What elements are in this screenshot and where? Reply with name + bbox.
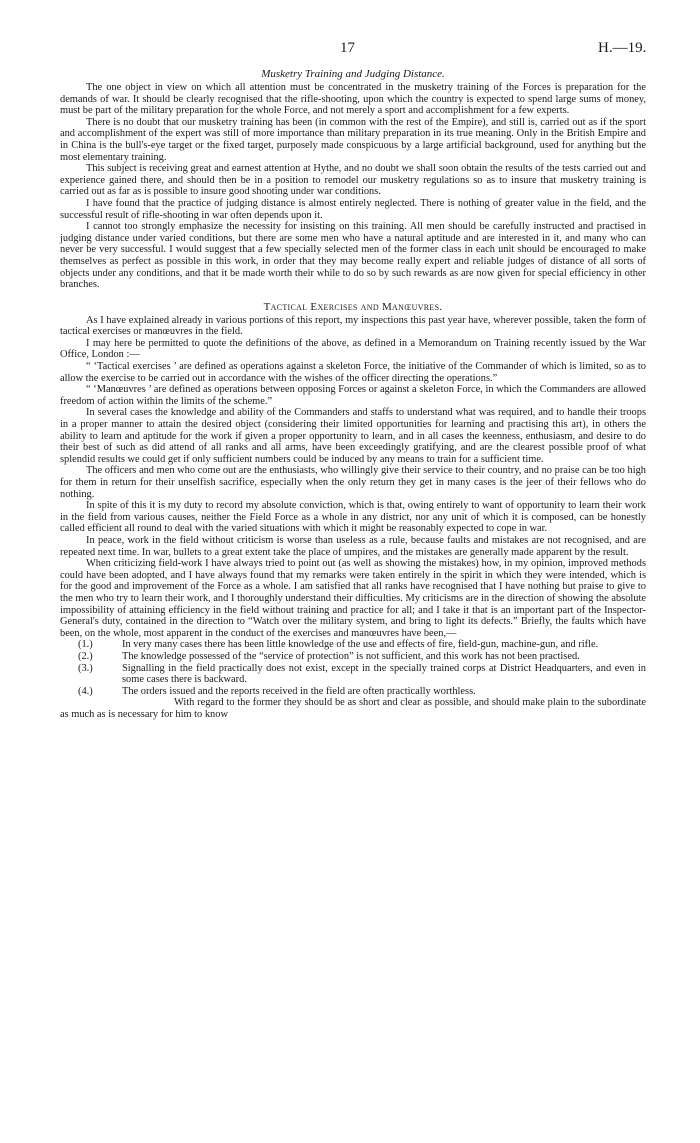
list-item-number: (3.) (78, 662, 93, 674)
musketry-paragraph: This subject is receiving great and earnest attention at Hythe, and no doubt we shall soon obtain the results of the tests carried out and experience gained there, and should then be in a position to remodel our musketry regulations so as to insure that musketry training is carried out as far as is possible to insure good shooting under war conditions. (60, 163, 646, 198)
tactical-paragraph: I may here be permitted to quote the definitions of the above, as defined in a Memorandum on Training recently issued by the War Office, London :— (60, 337, 646, 361)
musketry-paragraph: I cannot too strongly emphasize the necessity for insisting on this training. All men should be carefully instructed and practised in judging distance under varied conditions, but there are some men who have a natural aptitude and are interested in it, and many who can never be very successful. I would suggest that a few specially selected men of the former class in each unit should be encouraged to make themselves as perfect as possible in this work, in order that they may become really expert and reliable judges of distance of all sorts of objects under any conditions, and that it be made worth their while to do so by such rewards as are now given for special efficiency in other branches. (60, 221, 646, 291)
list-item-text: In very many cases there has been little knowledge of the use and effects of fire, field-gun, machine-gun, and rifle. (122, 639, 599, 651)
musketry-paragraph: I have found that the practice of judging distance is almost entirely neglected. There is nothing of greater value in the field, and the successful result of rifle-shooting in war often depends upon it. (60, 197, 646, 221)
tactical-paragraph: In spite of this it is my duty to record my absolute conviction, which is that, owing entirely to want of opportunity to learn their work in the field from various causes, neither the Field Force as a whole in any district, nor any unit of which it is composed, can be honestly called efficient all round to deal with the varied situations with which it might be reasonably expected to cope in war. (60, 500, 646, 535)
tactical-heading (60, 301, 646, 313)
list-item-number: (4.) (78, 685, 93, 697)
tactical-paragraph: In several cases the knowledge and ability of the Commanders and staffs to understand what was required, and to handle their troops in a proper manner to attain the desired object (considering their limited opportunities for learning and practising this art), in others the ability to learn and aptitude for the work if given a proper opportunity to learn, and in all cases the keenness, enthusiasm, and desire to do their best of such as did attend of all ranks and all arms, have been exceedingly gratifying, and are the clearest possible proof of what splendid results we could get if only sufficient numbers could be induced by any means to train for a sufficient time. (60, 407, 646, 465)
tactical-paragraph: The officers and men who come out are the enthusiasts, who willingly give their service to their country, and no praise can be too high for them in return for their unselfish sacrifice, especially when the only return they get in many cases is the jeer of their fellows who do nothing. (60, 465, 646, 500)
list-item-text: Signalling in the field practically does not exist, except in the specially trained corps at District Headquarters, and even in some cases there is backward. (122, 662, 646, 686)
musketry-paragraph: There is no doubt that our musketry training has been (in common with the rest of the Empire), and still is, carried out as if the sport and accomplishment of the expert was still of more importance than military preparation in its true meaning. Only in the British Empire and in China is the bull's-eye target or the fixed target, purposely made conspicuous by a large artificial background, used for anything but the most elementary training. (60, 116, 646, 163)
faults-list (60, 639, 646, 697)
list-item (60, 639, 646, 651)
closing-paragraph: With regard to the former they should be as short and clear as possible, and should make plain to the subordinate as much as is necessary for him to know (60, 697, 646, 720)
page-number: 17 (340, 40, 355, 56)
list-item (60, 663, 646, 686)
tactical-quote: “ ‘Tactical exercises ’ are defined as operations against a skeleton Force, the initiative of the Commander of which is limited, so as to allow the exercise to be carried out in accordance with the wishes of the officer directing the operations.” (60, 361, 646, 384)
tactical-paragraph: In peace, work in the field without criticism is worse than useless as a rule, because faults and mistakes are not recognised, and are repeated next time. In war, bullets to a great extent take the place of umpires, and the mistakes are generally made apparent by the result. (60, 534, 646, 558)
tactical-paragraph: When criticizing field-work I have always tried to point out (as well as showing the mistakes) how, in my opinion, improved methods could have been adopted, and I have always found that my remarks were taken entirely in the spirit in which they were intended, which is for the good and improvement of the Force as a whole. I am satisfied that all ranks have recognised that I have nothing but praise to give to the men who try to learn their work, and I thoroughly understand their difficulties. My criticisms are in the direction of showing the absolute impossibility of attaining efficiency in the field without training and practice for all; and I take it that is an important part of the Inspector-General's duty, contained in the direction to “Watch over the military system, and bring to light its defects.” Briefly, the faults which have been, on the whole, most apparent in the conduct of the exercises and manœuvres have been,— (60, 558, 646, 639)
list-item-text: The orders issued and the reports received in the field are often practically worthless. (122, 685, 476, 697)
list-item-number: (2.) (78, 650, 93, 662)
musketry-heading: Musketry Training and Judging Distance. (261, 68, 445, 80)
list-item (60, 651, 646, 663)
musketry-paragraph: The one object in view on which all attention must be concentrated in the musketry training of the Forces is preparation for the demands of war. It should be clearly recognised that the rifle-shooting, upon which the country is expected to spend large sums of money, must be part of the military preparation for the whole Force, and not merely a sport and accomplishment for a few experts. (60, 82, 646, 117)
list-item (60, 686, 646, 698)
list-item-number: (1.) (78, 639, 93, 651)
tactical-quote: “ ‘Manœuvres ’ are defined as operations between opposing Forces or against a skeleton Force, in which the Commanders are allowed freedom of action within the limits of the scheme.” (60, 384, 646, 407)
tactical-heading-text: Tactical Exercises and Manœuvres. (263, 300, 443, 313)
document-body (60, 40, 646, 720)
list-item-text: The knowledge possessed of the “service of protection” is not sufficient, and this work has not been practised. (122, 650, 580, 662)
document-reference: H.—19. (598, 40, 647, 56)
tactical-paragraph: As I have explained already in various portions of this report, my inspections this past year have, wherever possible, taken the form of tactical exercises or manœuvres in the field. (60, 314, 646, 338)
